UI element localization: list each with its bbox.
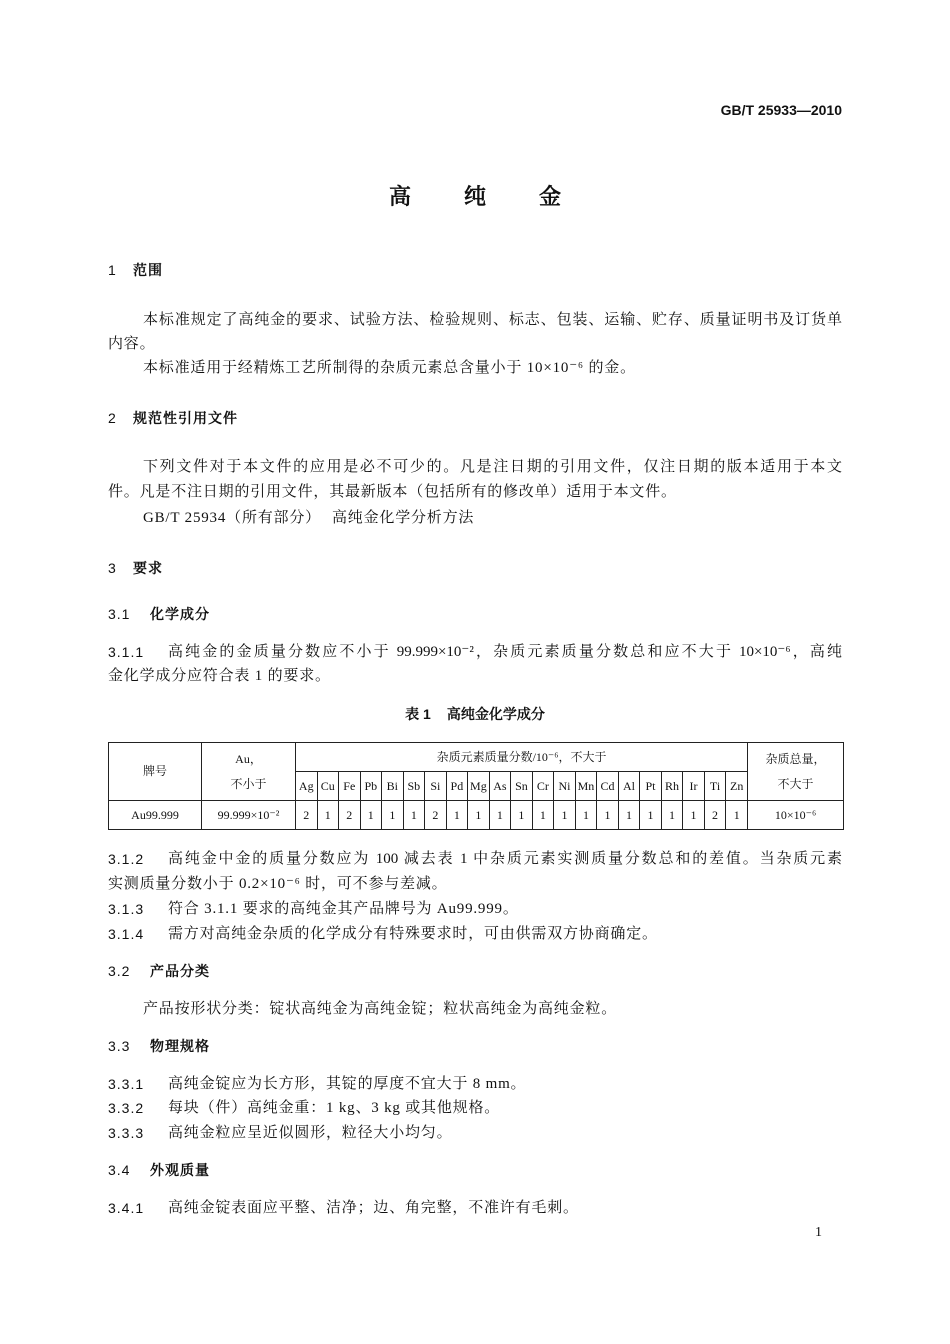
value-pb: 1 xyxy=(360,801,382,830)
cell-total: 10×10⁻⁶ xyxy=(748,801,844,830)
element-header-sn: Sn xyxy=(511,772,533,801)
clause-3-1-2-number: 3.1.2 xyxy=(108,851,145,867)
section-2-number: 2 xyxy=(108,410,117,426)
element-header-cr: Cr xyxy=(532,772,554,801)
scope-paragraph-1-line-1: 本标准规定了高纯金的要求、试验方法、检验规则、标志、包装、运输、贮存、质量证明书及订货单 xyxy=(143,312,842,328)
value-ir: 1 xyxy=(683,801,705,830)
element-header-mg: Mg xyxy=(468,772,490,801)
header-total-line-1: 杂质总量， xyxy=(765,751,826,766)
element-header-ti: Ti xyxy=(704,772,726,801)
element-header-pt: Pt xyxy=(640,772,662,801)
clause-3-1-3-number: 3.1.3 xyxy=(108,901,145,917)
element-header-fe: Fe xyxy=(339,772,361,801)
table-caption-number: 表 1 xyxy=(405,706,431,722)
classification-paragraph: 产品按形状分类：锭状高纯金为高纯金锭；粒状高纯金为高纯金粒。 xyxy=(143,1001,618,1017)
section-3-4-number: 3.4 xyxy=(108,1162,131,1178)
element-header-si: Si xyxy=(425,772,447,801)
reference-code: GB/T 25934（所有部分） xyxy=(143,510,321,526)
element-header-mn: Mn xyxy=(575,772,597,801)
value-sb: 1 xyxy=(403,801,425,830)
element-header-rh: Rh xyxy=(661,772,683,801)
section-3-3-number: 3.3 xyxy=(108,1038,131,1054)
value-cu: 1 xyxy=(317,801,339,830)
value-cd: 1 xyxy=(597,801,619,830)
value-mn: 1 xyxy=(575,801,597,830)
section-3-title: 要求 xyxy=(133,560,163,576)
section-3-number: 3 xyxy=(108,560,117,576)
value-ag: 2 xyxy=(296,801,318,830)
section-3-1-number: 3.1 xyxy=(108,606,131,622)
header-grade: 牌号 xyxy=(109,743,202,801)
table-caption xyxy=(0,704,950,724)
header-total-line-2: 不大于 xyxy=(777,776,814,791)
header-total xyxy=(748,743,844,801)
reference-title: 高纯金化学分析方法 xyxy=(332,510,475,526)
clause-3-1-2-line-1: 高纯金中金的质量分数应为 100 减去表 1 中杂质元素实测质量分数总和的差值。当杂质元素 xyxy=(168,851,842,867)
scope-paragraph-1-line-2: 内容。 xyxy=(108,336,156,352)
section-2-title: 规范性引用文件 xyxy=(133,410,238,426)
header-au-line-2: 不小于 xyxy=(230,776,267,791)
value-pd: 1 xyxy=(446,801,468,830)
element-header-bi: Bi xyxy=(382,772,404,801)
section-3-4-title: 外观质量 xyxy=(150,1162,210,1178)
element-header-sb: Sb xyxy=(403,772,425,801)
value-si: 2 xyxy=(425,801,447,830)
section-3-2-number: 3.2 xyxy=(108,963,131,979)
clause-3-1-2-line-2: 实测质量分数小于 0.2×10⁻⁶ 时，可不参与差减。 xyxy=(108,876,448,892)
header-au-line-1: Au， xyxy=(235,751,262,766)
table-row xyxy=(109,801,844,830)
element-header-pd: Pd xyxy=(446,772,468,801)
document-title: 高纯金 xyxy=(389,184,615,209)
clause-3-3-1-text: 高纯金锭应为长方形，其锭的厚度不宜大于 8 mm。 xyxy=(168,1076,527,1092)
table-caption-title: 高纯金化学成分 xyxy=(446,706,545,722)
value-bi: 1 xyxy=(382,801,404,830)
page-number: 1 xyxy=(815,1225,822,1240)
element-header-zn: Zn xyxy=(726,772,748,801)
clause-3-1-3-text: 符合 3.1.1 要求的高纯金其产品牌号为 Au99.999。 xyxy=(168,901,519,917)
section-3-1-title: 化学成分 xyxy=(150,606,210,622)
value-al: 1 xyxy=(618,801,640,830)
value-ti: 2 xyxy=(704,801,726,830)
element-header-cd: Cd xyxy=(597,772,619,801)
clause-3-1-4-number: 3.1.4 xyxy=(108,926,145,942)
element-header-ir: Ir xyxy=(683,772,705,801)
section-3-2-title: 产品分类 xyxy=(150,963,210,979)
chemical-composition-table xyxy=(108,742,844,830)
clause-3-4-1-number: 3.4.1 xyxy=(108,1200,145,1216)
clause-3-1-1-line-2: 金化学成分应符合表 1 的要求。 xyxy=(108,668,331,684)
clause-3-3-1-number: 3.3.1 xyxy=(108,1076,145,1092)
scope-paragraph-2: 本标准适用于经精炼工艺所制得的杂质元素总含量小于 10×10⁻⁶ 的金。 xyxy=(143,360,636,376)
element-header-ni: Ni xyxy=(554,772,576,801)
header-impurity: 杂质元素质量分数/10⁻⁶，不大于 xyxy=(296,743,748,772)
element-header-cu: Cu xyxy=(317,772,339,801)
section-1-title: 范围 xyxy=(133,262,163,278)
value-sn: 1 xyxy=(511,801,533,830)
clause-3-1-1-line-1: 高纯金的金质量分数应不小于 99.999×10⁻²，杂质元素质量分数总和应不大于 10×10⁻⁶，高纯 xyxy=(168,644,842,660)
clause-3-3-3-number: 3.3.3 xyxy=(108,1125,145,1141)
value-fe: 2 xyxy=(339,801,361,830)
references-paragraph-line-1: 下列文件对于本文件的应用是必不可少的。凡是注日期的引用文件，仅注日期的版本适用于本文 xyxy=(143,459,842,475)
value-mg: 1 xyxy=(468,801,490,830)
element-header-al: Al xyxy=(618,772,640,801)
clause-3-3-3-text: 高纯金粒应呈近似圆形，粒径大小均匀。 xyxy=(168,1125,453,1141)
cell-au: 99.999×10⁻² xyxy=(202,801,296,830)
element-header-as: As xyxy=(489,772,511,801)
clause-3-3-2-text: 每块（件）高纯金重：1 kg、3 kg 或其他规格。 xyxy=(168,1100,501,1116)
value-pt: 1 xyxy=(640,801,662,830)
clause-3-3-2-number: 3.3.2 xyxy=(108,1100,145,1116)
references-paragraph-line-2: 件。凡是不注日期的引用文件，其最新版本（包括所有的修改单）适用于本文件。 xyxy=(108,484,677,500)
value-zn: 1 xyxy=(726,801,748,830)
value-rh: 1 xyxy=(661,801,683,830)
clause-3-1-4-text: 需方对高纯金杂质的化学成分有特殊要求时，可由供需双方协商确定。 xyxy=(168,926,658,942)
header-au xyxy=(202,743,296,801)
element-header-ag: Ag xyxy=(296,772,318,801)
value-as: 1 xyxy=(489,801,511,830)
element-header-pb: Pb xyxy=(360,772,382,801)
clause-3-4-1-text: 高纯金锭表面应平整、洁净；边、角完整，不准许有毛刺。 xyxy=(168,1200,579,1216)
cell-grade: Au99.999 xyxy=(109,801,202,830)
value-ni: 1 xyxy=(554,801,576,830)
clause-3-1-1-number: 3.1.1 xyxy=(108,644,145,660)
section-3-3-title: 物理规格 xyxy=(150,1038,210,1054)
standard-code: GB/T 25933—2010 xyxy=(720,102,842,118)
value-cr: 1 xyxy=(532,801,554,830)
section-1-number: 1 xyxy=(108,262,117,278)
